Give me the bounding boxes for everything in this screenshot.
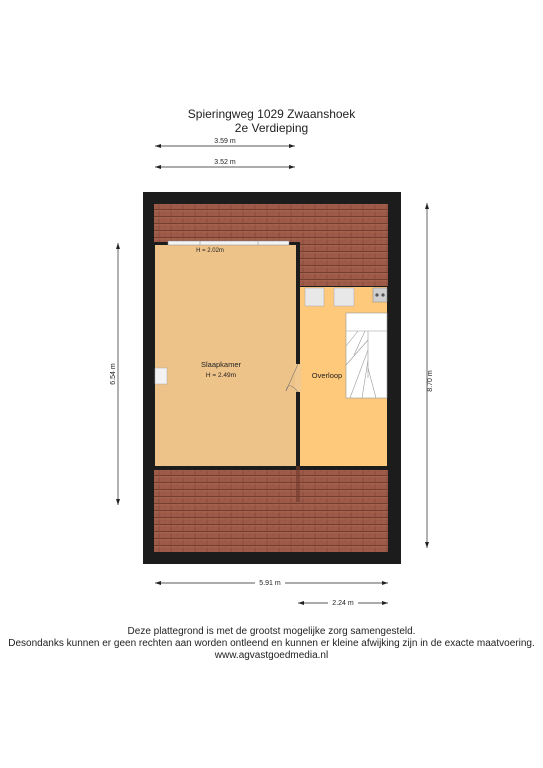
wall-low-divider (296, 466, 300, 502)
room-ridge-height: H = 2.02m (196, 248, 224, 254)
interior-wall (296, 245, 300, 467)
roof-slope-top (154, 204, 388, 242)
room-height-slaapkamer: H = 2.49m (205, 372, 237, 379)
dimension-label-bottom-width: 5.91 m (259, 580, 281, 587)
roof-slope-bottom (154, 470, 388, 552)
room-label-slaapkamer: Slaapkamer (200, 360, 242, 369)
dimension-right-height (425, 203, 434, 548)
disclaimer-line-1: Deze plattegrond is met de grootst mogelijke zorg samengesteld. (127, 626, 416, 637)
plan-floor-name: 2e Verdieping (234, 121, 309, 135)
room-label-overloop: Overloop (311, 371, 343, 380)
dimension-bottom-width (155, 578, 388, 587)
roof-slope-top-right (300, 242, 388, 286)
dormer-window (168, 241, 289, 245)
dimension-label-bottom-partial: 2.24 m (332, 600, 354, 607)
plan-address: Spieringweg 1029 Zwaanshoek (187, 107, 356, 121)
wall-low-knee (154, 466, 388, 469)
dimension-label-right-height: 8.70 m (427, 370, 434, 392)
fixture-box-left (305, 288, 324, 306)
room-slaapkamer (155, 245, 296, 467)
fixture-box-middle (334, 288, 354, 306)
disclaimer-line-2: Desondanks kunnen er geen rechten aan worden ontleend en kunnen er kleine afwijking zijn in de exacte maatvoering. (8, 638, 535, 649)
dimension-top-outer (155, 138, 295, 148)
dimension-label-left-height: 6.54 m (110, 363, 117, 385)
staircase (346, 313, 387, 398)
bedroom-wall-fixture (155, 368, 167, 384)
dimension-label-top-outer: 3.59 m (214, 138, 236, 145)
dimension-left-height (110, 243, 120, 505)
dimension-top-inner (155, 159, 295, 169)
boiler-unit (373, 288, 387, 302)
website-link[interactable]: www.agvastgoedmedia.nl (214, 650, 329, 661)
dimension-label-top-inner: 3.52 m (214, 159, 236, 166)
dimension-bottom-partial (298, 598, 388, 607)
